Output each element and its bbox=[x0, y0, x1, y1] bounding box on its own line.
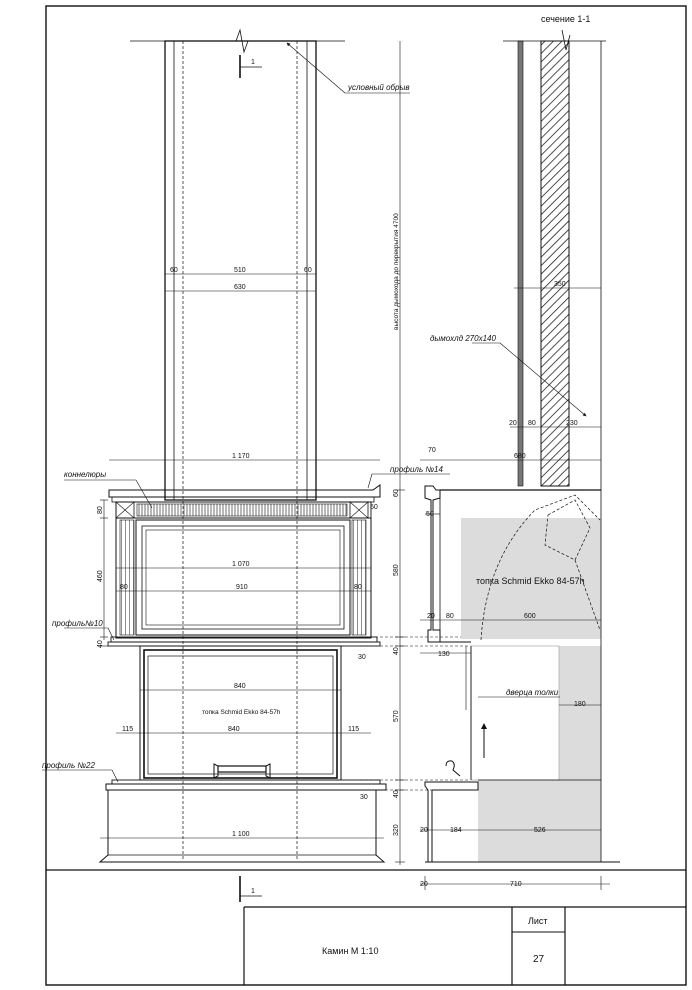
firebox-section-label: топка Schmid Ekko 84-57h bbox=[476, 576, 585, 586]
dim-40-front: 40 bbox=[97, 640, 104, 648]
dim-630: 630 bbox=[234, 284, 246, 291]
profile-14-label: профиль №14 bbox=[390, 465, 443, 474]
dim-1070: 1 070 bbox=[232, 561, 250, 568]
flue-label: дымохлд 270x140 bbox=[430, 334, 496, 343]
dim-600: 600 bbox=[524, 613, 536, 620]
dim-80-right: 80 bbox=[354, 584, 362, 591]
dim-580: 580 bbox=[393, 564, 400, 576]
profile-10-label: профиль№10 bbox=[52, 619, 103, 628]
dim-115-left: 115 bbox=[122, 726, 134, 733]
dim-180: 180 bbox=[574, 701, 586, 708]
dim-80-left: 80 bbox=[120, 584, 128, 591]
dim-20-b: 20 bbox=[427, 613, 435, 620]
dim-30-top: 30 bbox=[358, 654, 366, 661]
break-label: условный обрыв bbox=[348, 83, 410, 92]
dim-710: 710 bbox=[510, 881, 522, 888]
dim-570: 570 bbox=[393, 710, 400, 722]
chimney-height-label: высота дымохода до перекрытия 4700 bbox=[393, 213, 400, 330]
dim-1100: 1 100 bbox=[232, 831, 250, 838]
dim-526: 526 bbox=[534, 827, 546, 834]
dim-70: 70 bbox=[428, 447, 436, 454]
dim-460: 460 bbox=[97, 570, 104, 582]
dim-840-top: 840 bbox=[234, 683, 246, 690]
dim-130: 130 bbox=[438, 651, 450, 658]
title-caption: Камин М 1:10 bbox=[322, 946, 379, 956]
dim-20-c: 20 bbox=[420, 827, 428, 834]
door-label: дверца толки bbox=[506, 688, 559, 697]
dim-50-section: 50 bbox=[426, 511, 434, 518]
dim-115-right: 115 bbox=[348, 726, 360, 733]
dim-230: 230 bbox=[566, 420, 578, 427]
dim-184: 184 bbox=[450, 827, 462, 834]
dim-350: 350 bbox=[554, 281, 566, 288]
dim-50-front: 50 bbox=[370, 504, 378, 511]
dim-80-vert: 80 bbox=[97, 506, 104, 514]
dim-60-vert: 60 bbox=[393, 489, 400, 497]
dim-20-a: 20 bbox=[509, 420, 517, 427]
front-dimensions bbox=[100, 41, 470, 865]
section-title: сечение 1-1 bbox=[541, 14, 591, 24]
section-mark-bottom-label: 1 bbox=[251, 888, 255, 895]
corbels-label: коннелюры bbox=[64, 470, 107, 479]
dim-80-section-b: 80 bbox=[446, 613, 454, 620]
dim-320: 320 bbox=[393, 824, 400, 836]
sheet-label: Лист bbox=[528, 916, 548, 926]
section-mark-top-label: 1 bbox=[251, 59, 255, 66]
dim-40-vert-b: 40 bbox=[393, 790, 400, 798]
dim-60-left: 60 bbox=[170, 267, 178, 274]
dim-80-section: 80 bbox=[528, 420, 536, 427]
sheet-number: 27 bbox=[533, 954, 545, 965]
dim-20-d: 20 bbox=[420, 881, 428, 888]
firebox-front-label: топка Schmid Ekko 84-57h bbox=[202, 709, 281, 716]
dim-1170: 1 170 bbox=[232, 453, 250, 460]
front-elevation bbox=[100, 30, 386, 862]
dim-30-bottom: 30 bbox=[360, 794, 368, 801]
dim-40-vert-a: 40 bbox=[393, 647, 400, 655]
dim-840-bottom: 840 bbox=[228, 726, 240, 733]
dim-510: 510 bbox=[234, 267, 246, 274]
dim-60-right: 60 bbox=[304, 267, 312, 274]
dim-680: 680 bbox=[514, 453, 526, 460]
dim-910: 910 bbox=[236, 584, 248, 591]
profile-22-label: профиль №22 bbox=[42, 761, 95, 770]
